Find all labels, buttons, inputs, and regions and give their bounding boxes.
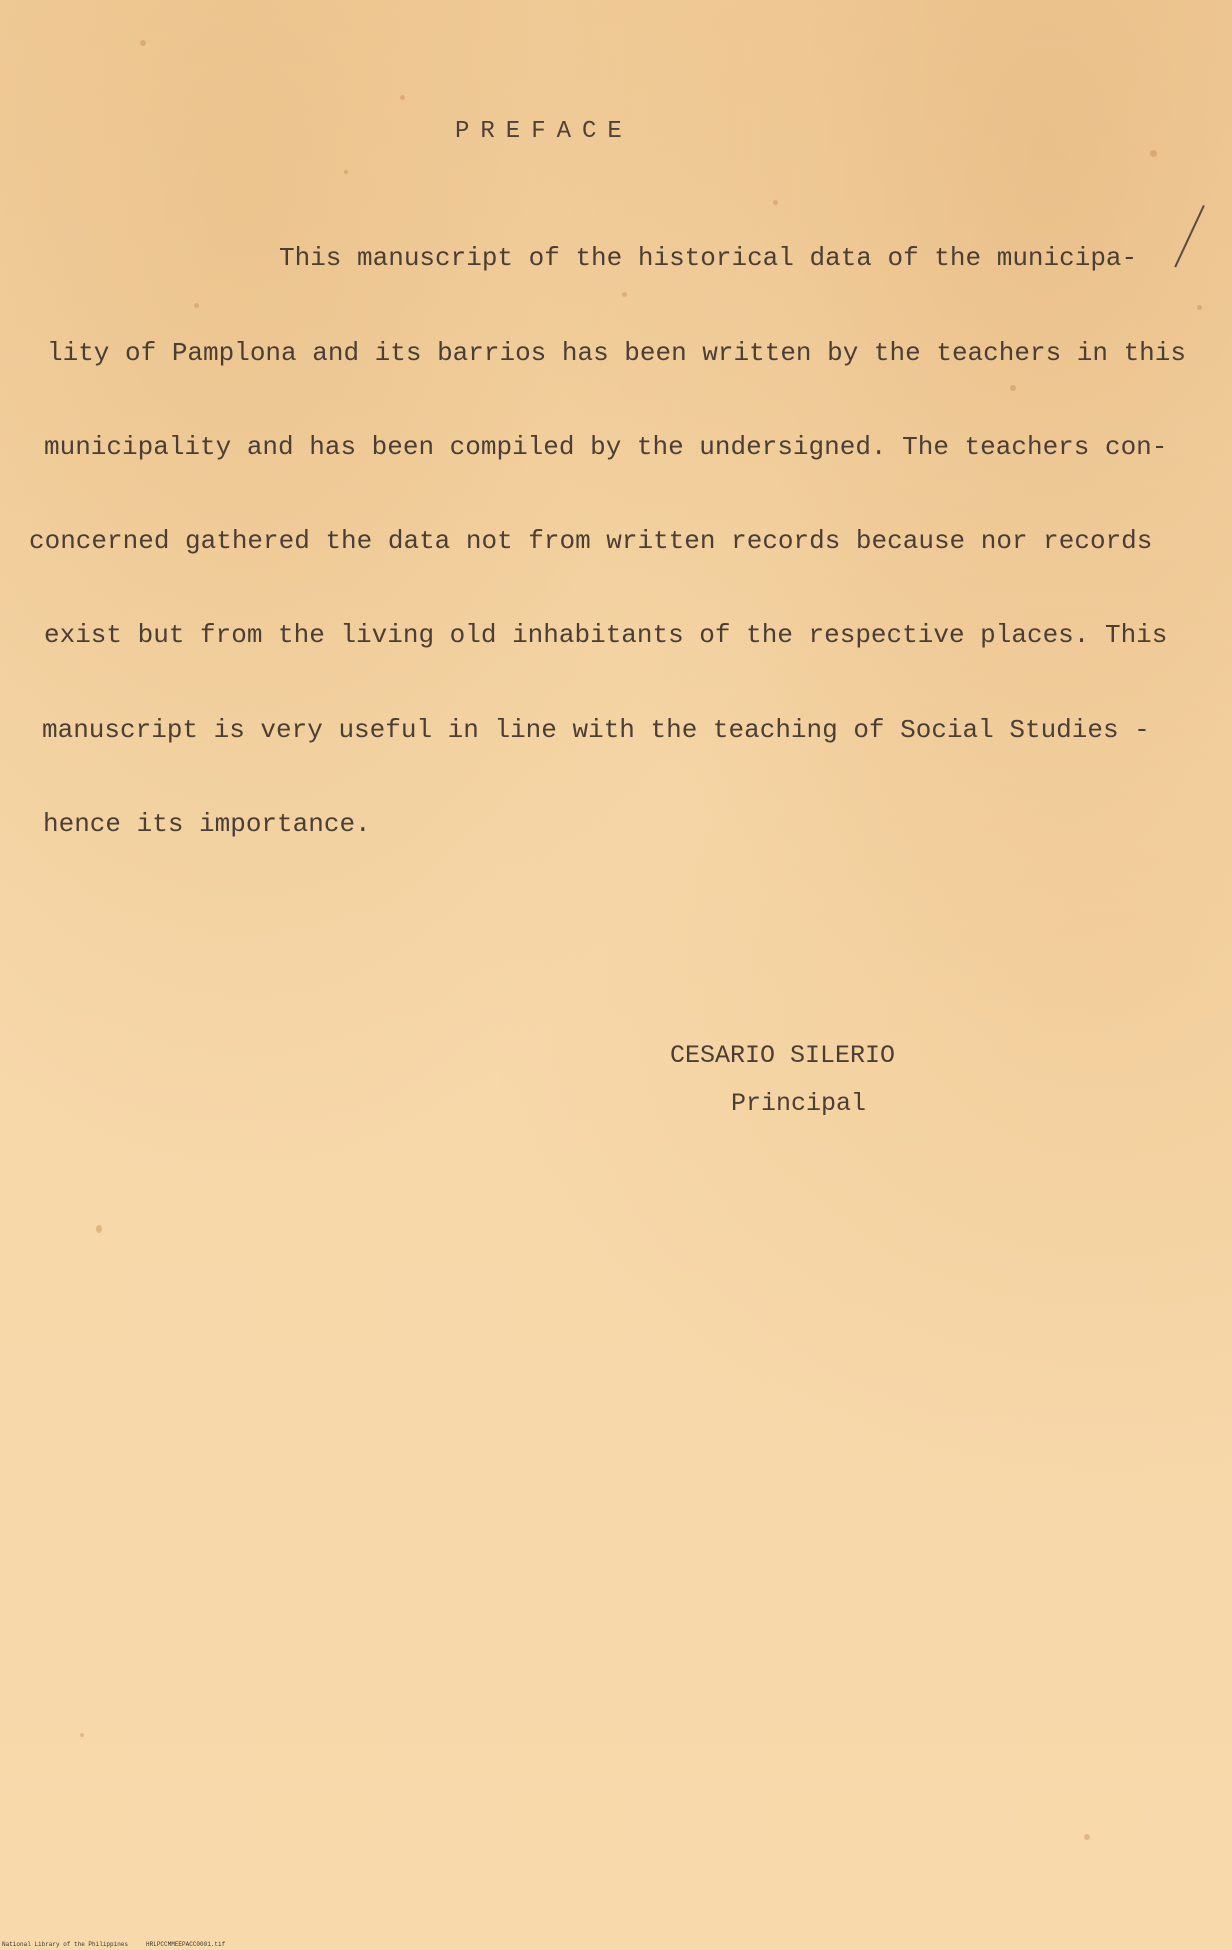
paper-stain <box>140 40 146 46</box>
paper-stain <box>96 1225 102 1233</box>
paper-stain <box>1150 150 1157 157</box>
paper-stain <box>400 95 405 100</box>
paper-stain <box>773 200 778 205</box>
body-line: manuscript is very useful in line with the teaching of Social Studies - <box>42 715 1150 745</box>
body-line: lity of Pamplona and its barrios has been written by the teachers in this <box>47 338 1186 368</box>
paper-stain <box>1084 1834 1090 1840</box>
page-title: PREFACE <box>455 118 633 145</box>
paper-stain <box>622 292 627 297</box>
paper-stain <box>1197 305 1202 310</box>
body-line: concerned gathered the data not from written records because nor records <box>29 526 1153 556</box>
paper-stain <box>194 303 199 308</box>
signatory-name: CESARIO SILERIO <box>670 1041 896 1070</box>
body-line: municipality and has been compiled by the undersigned. The teachers con- <box>44 432 1168 462</box>
pen-mark <box>1174 205 1205 267</box>
paper-stain <box>344 170 348 174</box>
body-line: This manuscript of the historical data of the municipa- <box>279 243 1138 273</box>
body-line: exist but from the living old inhabitants of the respective places. This <box>44 620 1168 650</box>
signatory-title: Principal <box>731 1089 867 1118</box>
paper-stain <box>1010 385 1016 391</box>
scan-footer: National Library of the Philippines HRLPCCMMEEPACC0001.tif <box>2 1941 226 1948</box>
paper-stain <box>80 1733 84 1737</box>
body-line: hence its importance. <box>43 809 371 839</box>
